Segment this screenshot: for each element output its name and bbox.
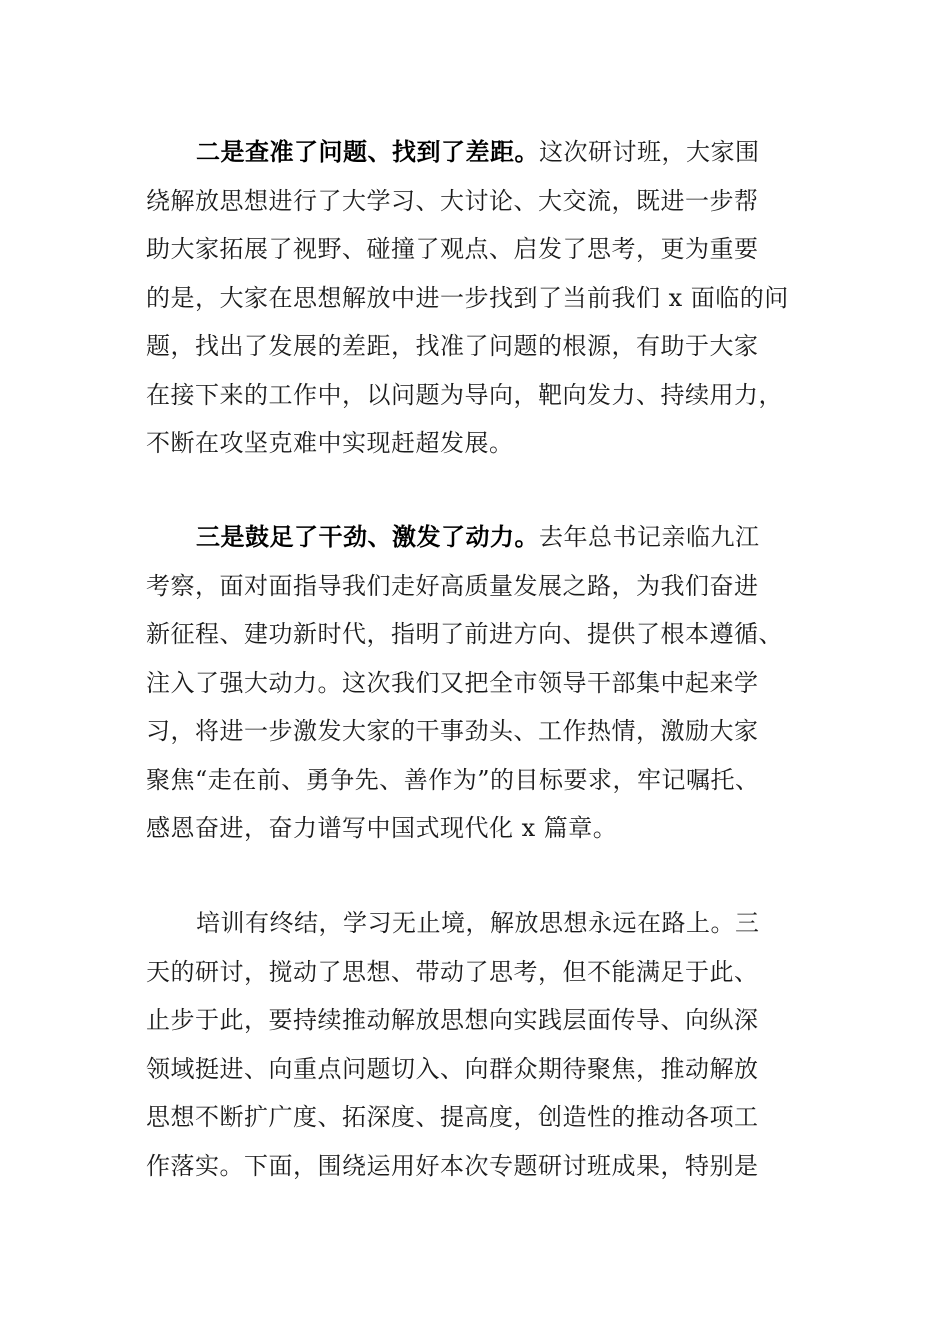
paragraph-first-line: 培训有终结，学习无止境，解放思想永远在路上。三 [196,909,760,937]
paragraph-line: 助大家拓展了视野、碰撞了观点、启发了思考，更为重要 [146,235,759,263]
paragraph-text: 这次研讨班，大家围 [539,138,760,166]
paragraph-line: 领域挺进、向重点问题切入、向群众期待聚焦，推动解放 [146,1054,759,1083]
paragraph-line: 绕解放思想进行了大学习、大讨论、大交流，既进一步帮 [146,186,759,215]
paragraph-heading: 三是鼓足了干劲、激发了动力。 [196,522,539,551]
paragraph-line: 天的研讨，搅动了思想、带动了思考，但不能满足于此、 [146,957,759,986]
paragraph-line: 在接下来的工作中，以问题为导向，靶向发力、持续用力， [146,380,783,409]
paragraph-line: 感恩奋进，奋力谱写中国式现代化 x 篇章。 [146,814,618,842]
paragraph-line: 的是，大家在思想解放中进一步找到了当前我们 x 面临的问 [146,283,789,312]
paragraph-line: 不断在攻坚克难中实现赶超发展。 [146,429,514,457]
paragraph-line: 注入了强大动力。这次我们又把全市领导干部集中起来学 [146,668,759,697]
paragraph-line: 作落实。下面，围绕运用好本次专题研讨班成果，特别是 [146,1151,759,1180]
paragraph-line: 考察，面对面指导我们走好高质量发展之路，为我们奋进 [146,571,759,600]
paragraph-text: 去年总书记亲临九江 [539,523,760,551]
paragraph-training-conclusion [146,899,806,1190]
paragraph-first-line [146,128,806,177]
paragraph-line: 习，将进一步激发大家的干事劲头、工作热情，激励大家 [146,717,759,745]
paragraph-heading: 二是查准了问题、找到了差距。 [196,137,539,166]
paragraph-problems-found [146,128,806,468]
paragraph-motivation [146,513,806,853]
paragraph-first-line [146,513,806,562]
paragraph-line: 题，找出了发展的差距，找准了问题的根源，有助于大家 [146,332,759,360]
paragraph-line: 新征程、建功新时代，指明了前进方向、提供了根本遵循、 [146,620,783,648]
paragraph-line: 聚焦“走在前、勇争先、善作为”的目标要求，牢记嘱托、 [146,765,760,794]
paragraph-line: 思想不断扩广度、拓深度、提高度，创造性的推动各项工 [146,1103,759,1131]
paragraph-line: 止步于此，要持续推动解放思想向实践层面传导、向纵深 [146,1006,759,1034]
